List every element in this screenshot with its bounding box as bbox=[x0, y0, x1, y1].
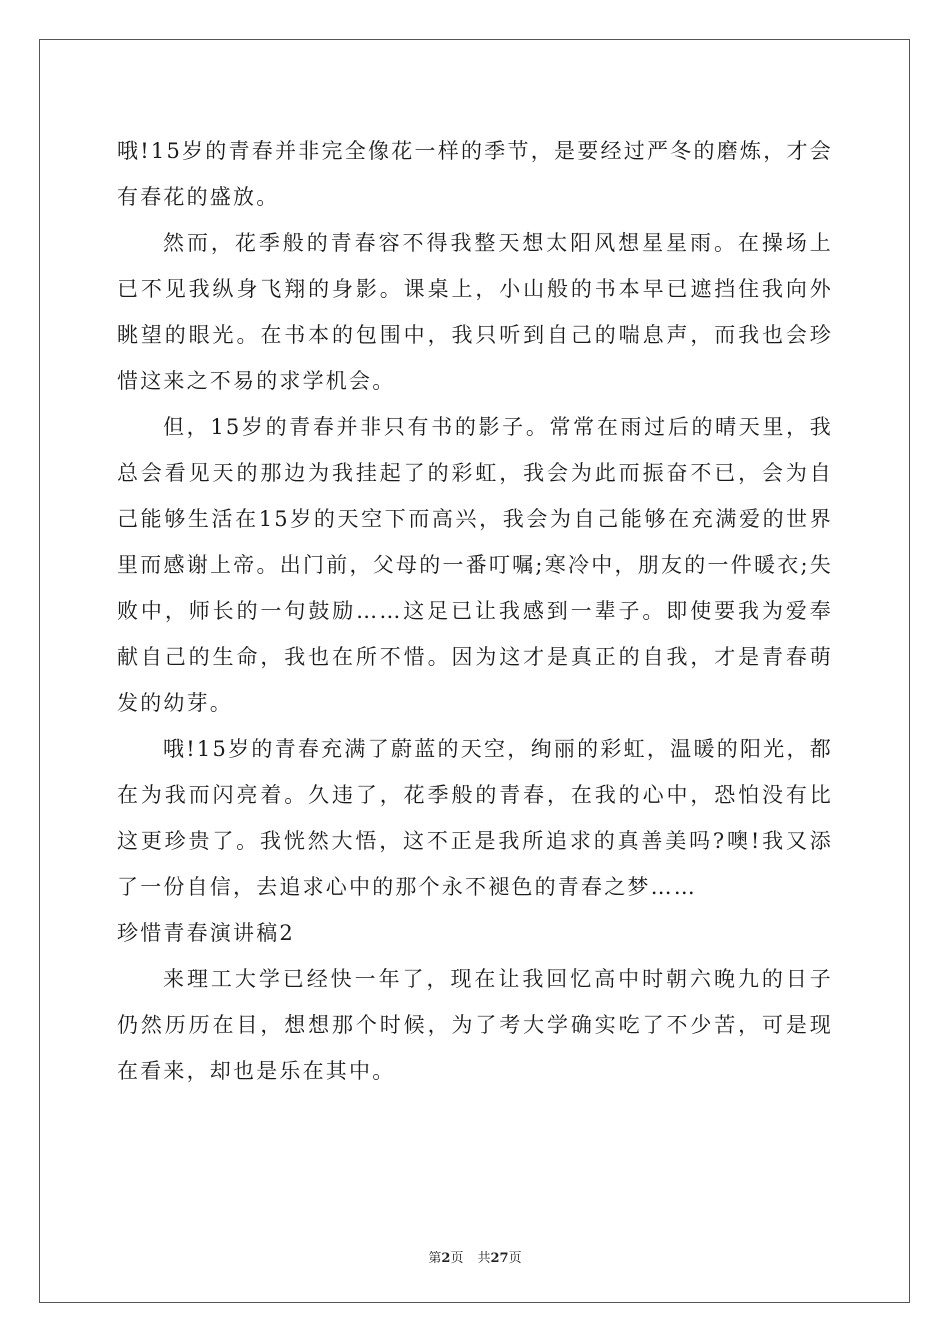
total-pages: 27 bbox=[490, 1251, 509, 1266]
total-suffix: 页 bbox=[508, 1251, 522, 1266]
paragraph-1: 哦!15岁的青春并非完全像花一样的季节，是要经过严冬的磨炼，才会有春花的盛放。 bbox=[117, 139, 833, 209]
page-prefix: 第 bbox=[428, 1251, 442, 1266]
document-body bbox=[117, 128, 833, 1094]
paragraph-4: 哦!15岁的青春充满了蔚蓝的天空，绚丽的彩虹，温暖的阳光，都在为我而闪亮着。久违了，花季般的青春，在我的心中，恐怕没有比这更珍贵了。我恍然大悟，这不正是我所追求的真善美吗?噢!我又添了一份自信，去追求心中的那个永不褪色的青春之梦…… bbox=[117, 737, 833, 899]
paragraph-3: 但，15岁的青春并非只有书的影子。常常在雨过后的晴天里，我总会看见天的那边为我挂起了的彩虹，我会为此而振奋不已，会为自己能够生活在15岁的天空下而高兴，我会为自己能够在充满爱的世界里而感谢上帝。出门前，父母的一番叮嘱;寒冷中，朋友的一件暖衣;失败中，师长的一句鼓励……这足已让我感到一辈子。即使要我为爱奉献自己的生命，我也在所不惜。因为这才是真正的自我，才是青春萌发的幼芽。 bbox=[117, 415, 833, 715]
page-suffix: 页 bbox=[450, 1251, 464, 1266]
total-prefix: 共 bbox=[477, 1251, 491, 1266]
page-footer bbox=[0, 1247, 950, 1266]
paragraph-5: 来理工大学已经快一年了，现在让我回忆高中时朝六晚九的日子仍然历历在目，想想那个时候，为了考大学确实吃了不少苦，可是现在看来，却也是乐在其中。 bbox=[117, 967, 833, 1083]
section-heading: 珍惜青春演讲稿2 bbox=[117, 921, 295, 945]
paragraph-2: 然而，花季般的青春容不得我整天想太阳风想星星雨。在操场上已不见我纵身飞翔的身影。课桌上，小山般的书本早已遮挡住我向外眺望的眼光。在书本的包围中，我只听到自己的喘息声，而我也会珍惜这来之不易的求学机会。 bbox=[117, 231, 833, 393]
page-number: 2 bbox=[441, 1251, 451, 1266]
